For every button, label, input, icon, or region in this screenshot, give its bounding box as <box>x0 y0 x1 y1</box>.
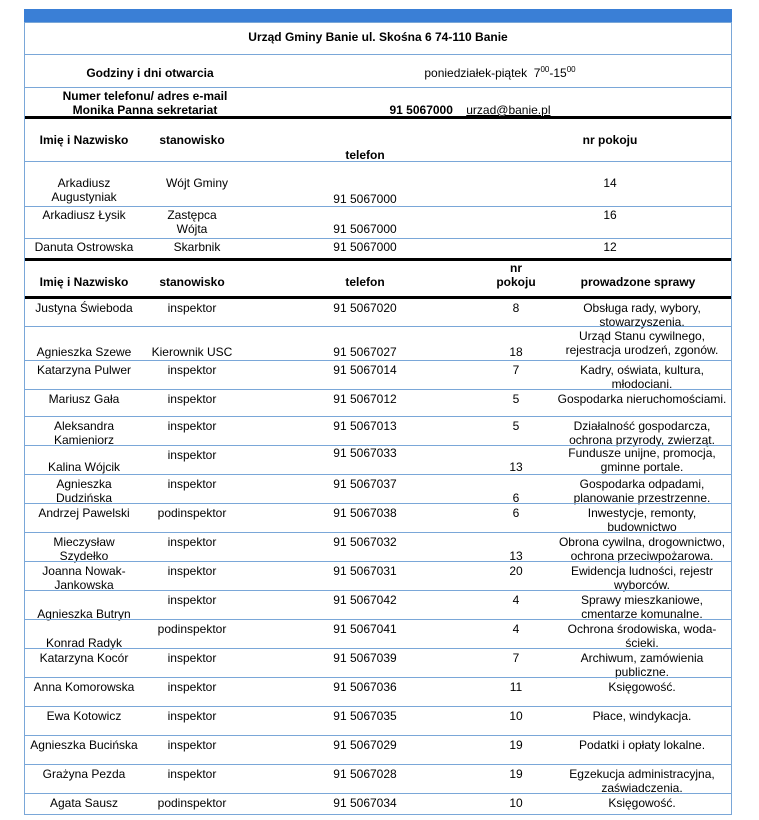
staff-row <box>25 561 731 590</box>
management-row <box>25 206 731 238</box>
person-phone: 91 5067014 <box>333 363 397 377</box>
person-room: 19 <box>509 738 523 752</box>
person-name: Grażyna Pezda <box>42 767 126 781</box>
person-phone: 91 5067035 <box>333 709 397 723</box>
person-phone: 91 5067000 <box>333 222 397 236</box>
staff-row <box>25 764 731 793</box>
person-phone: 91 5067034 <box>333 796 397 810</box>
person-position: inspektor <box>167 564 217 578</box>
person-room: 7 <box>512 363 520 377</box>
office-title: Urząd Gminy Banie ul. Skośna 6 74-110 Banie <box>248 30 508 44</box>
management-rows <box>25 161 731 258</box>
person-position: inspektor <box>167 680 217 694</box>
person-matters: Księgowość. <box>608 680 676 694</box>
person-phone: 91 5067000 <box>333 240 397 254</box>
person-name: Agnieszka Dudzińska <box>55 477 113 505</box>
person-room: 8 <box>512 301 520 315</box>
person-position: Skarbnik <box>173 240 221 254</box>
person-matters: Inwestycje, remonty, budownictwo <box>587 506 697 534</box>
person-position: inspektor <box>167 651 217 665</box>
person-name: Justyna Świeboda <box>35 301 133 315</box>
staff-row <box>25 503 731 532</box>
person-matters: Kadry, oświata, kultura, młodociani. <box>580 363 704 391</box>
person-name: Joanna Nowak-Jankowska <box>42 564 126 592</box>
person-name: Andrzej Pawelski <box>38 506 130 520</box>
person-position: Zastępca Wójta <box>167 208 217 236</box>
person-phone: 91 5067028 <box>333 767 397 781</box>
person-position: inspektor <box>167 477 217 491</box>
person-matters: Obsługa rady, wybory, stowarzyszenia. <box>583 301 701 329</box>
title-row <box>25 22 731 54</box>
staff-rows <box>25 296 731 814</box>
staff-row <box>25 474 731 503</box>
person-phone: 91 5067013 <box>333 419 397 433</box>
person-position: podinspektor <box>157 796 227 810</box>
person-name: Mieczysław Szydełko <box>53 535 115 563</box>
person-name: Arkadiusz Łysik <box>42 208 126 222</box>
person-phone: 91 5067036 <box>333 680 397 694</box>
person-matters: Urząd Stanu cywilnego, rejestracja urodzeń, zgonów. <box>565 329 719 357</box>
hours-label: Godziny i dni otwarcia <box>86 66 214 80</box>
person-phone: 91 5067032 <box>333 535 397 549</box>
staff-row <box>25 677 731 706</box>
person-position: inspektor <box>167 738 217 752</box>
staff-row <box>25 416 731 445</box>
col-room-header: nr pokoju <box>496 261 536 289</box>
person-room: 5 <box>512 392 520 406</box>
staff-row <box>25 735 731 764</box>
person-room: 14 <box>603 176 617 190</box>
person-matters: Księgowość. <box>608 796 676 810</box>
person-room: 6 <box>512 506 520 520</box>
staff-row <box>25 445 731 474</box>
person-name: Agnieszka Szewe <box>36 345 132 359</box>
person-room: 20 <box>509 564 523 578</box>
person-position: inspektor <box>167 767 217 781</box>
person-room: 7 <box>512 651 520 665</box>
person-matters: Płace, windykacja. <box>592 709 692 723</box>
person-position: inspektor <box>167 363 217 377</box>
person-position: inspektor <box>167 392 217 406</box>
person-position: inspektor <box>167 301 217 315</box>
staff-row <box>25 360 731 389</box>
person-room: 12 <box>603 240 617 254</box>
col-phone-header: telefon <box>345 148 385 162</box>
person-room: 18 <box>509 345 523 359</box>
person-name: Mariusz Gała <box>48 392 120 406</box>
person-matters: Działalność gospodarcza, ochrona przyrody, zwierząt. <box>569 419 715 447</box>
person-room: 13 <box>509 549 523 563</box>
person-name: Arkadiusz Augustyniak <box>51 176 117 204</box>
person-phone: 91 5067039 <box>333 651 397 665</box>
person-room: 10 <box>509 796 523 810</box>
hours-value: poniedziałek-piątek $7^{00}-15^{00}$ <box>424 65 576 80</box>
person-name: Aleksandra Kamienіorz <box>53 419 115 447</box>
staff-row <box>25 619 731 648</box>
col-phone-header: telefon <box>345 275 385 289</box>
management-row <box>25 161 731 206</box>
person-room: 13 <box>509 460 523 474</box>
person-room: 5 <box>512 419 520 433</box>
contact-label-line-1: Numer telefonu/ adres e-mail <box>62 89 228 103</box>
person-name: Agnieszka Bucińska <box>30 738 138 752</box>
col-position-header: stanowisko <box>159 133 225 147</box>
email-link[interactable]: urzad@banie.pl <box>466 103 551 117</box>
person-phone: 91 5067020 <box>333 301 397 315</box>
staff-row <box>25 648 731 677</box>
person-phone: 91 5067012 <box>333 392 397 406</box>
person-room: 10 <box>509 709 523 723</box>
staff-row <box>25 389 731 416</box>
contact-label-line-2: Monika Panna sekretariat <box>72 103 218 117</box>
col-name-header: Imię i Nazwisko <box>39 133 129 147</box>
person-phone: 91 5067029 <box>333 738 397 752</box>
col-room-header: nr pokoju <box>582 133 638 147</box>
header-bar <box>24 9 732 22</box>
person-room: 4 <box>512 622 520 636</box>
person-name: Kalina Wójcik <box>47 460 121 474</box>
office-directory <box>24 9 732 815</box>
contact-value <box>355 103 585 117</box>
staff-row <box>25 326 731 360</box>
person-matters: Egzekucja administracyjna, zaświadczenia. <box>569 767 715 795</box>
staff-row <box>25 793 731 814</box>
person-phone: 91 5067038 <box>333 506 397 520</box>
person-name: Anna Komorowska <box>33 680 135 694</box>
person-position: podinspektor <box>157 506 227 520</box>
person-room: 19 <box>509 767 523 781</box>
person-position: inspektor <box>167 535 217 549</box>
person-phone: 91 5067033 <box>333 446 397 460</box>
person-name: Agnieszka Butryn <box>37 607 131 621</box>
person-position: Wójt Gminy <box>165 176 228 190</box>
person-name: Konrad Radyk <box>45 636 123 650</box>
person-name: Danuta Ostrowska <box>34 240 134 254</box>
person-name: Ewa Kotowicz <box>46 709 122 723</box>
person-matters: Fundusze unijne, promocja, gminne portale. <box>568 446 716 474</box>
person-position: inspektor <box>167 593 217 607</box>
person-name: Katarzyna Kocór <box>39 651 129 665</box>
person-matters: Gospodarka nieruchomościami. <box>557 392 727 406</box>
person-position: Kierownik USC <box>151 345 233 359</box>
contact-label <box>45 89 245 117</box>
person-matters: Sprawy mieszkaniowe, cmentarze komunalne. <box>580 593 704 621</box>
person-phone: 91 5067037 <box>333 477 397 491</box>
person-name: Agata Sausz <box>49 796 119 810</box>
col-name-header: Imię i Nazwisko <box>39 275 129 289</box>
person-room: 6 <box>512 491 520 505</box>
person-room: 11 <box>509 680 523 694</box>
person-matters: Gospodarka odpadami, planowanie przestrzenne. <box>573 477 711 505</box>
col-matters-header: prowadzone sprawy <box>580 275 696 289</box>
staff-row <box>25 706 731 735</box>
person-matters: Ochrona środowiska, woda-ścieki. <box>567 622 717 650</box>
hours-row <box>25 54 731 87</box>
person-position: inspektor <box>167 709 217 723</box>
person-room: 4 <box>512 593 520 607</box>
person-matters: Obrona cywilna, drogownictwo, ochrona przeciwpożarowa. <box>558 535 726 563</box>
staff-row <box>25 590 731 619</box>
person-room: 16 <box>603 208 617 222</box>
col-position-header: stanowisko <box>159 275 225 289</box>
contact-row <box>25 87 731 116</box>
directory-table <box>24 22 732 815</box>
staff-header-row <box>25 258 731 296</box>
staff-row <box>25 296 731 329</box>
person-phone: 91 5067042 <box>333 593 397 607</box>
secretariat-phone: 91 5067000 <box>389 103 453 117</box>
person-name: Katarzyna Pulwer <box>36 363 132 377</box>
person-position: podinspektor <box>157 622 227 636</box>
person-phone: 91 5067027 <box>333 345 397 359</box>
person-matters: Archiwum, zamówienia publiczne. <box>580 651 704 679</box>
person-phone: 91 5067000 <box>333 192 397 206</box>
person-phone: 91 5067031 <box>333 564 397 578</box>
person-position: inspektor <box>167 448 217 462</box>
person-phone: 91 5067041 <box>333 622 397 636</box>
person-position: inspektor <box>167 419 217 433</box>
management-row <box>25 238 731 258</box>
person-matters: Podatki i opłaty lokalne. <box>578 738 706 752</box>
management-header-row <box>25 116 731 161</box>
person-matters: Ewidencja ludności, rejestr wyborców. <box>570 564 714 592</box>
staff-row <box>25 532 731 561</box>
